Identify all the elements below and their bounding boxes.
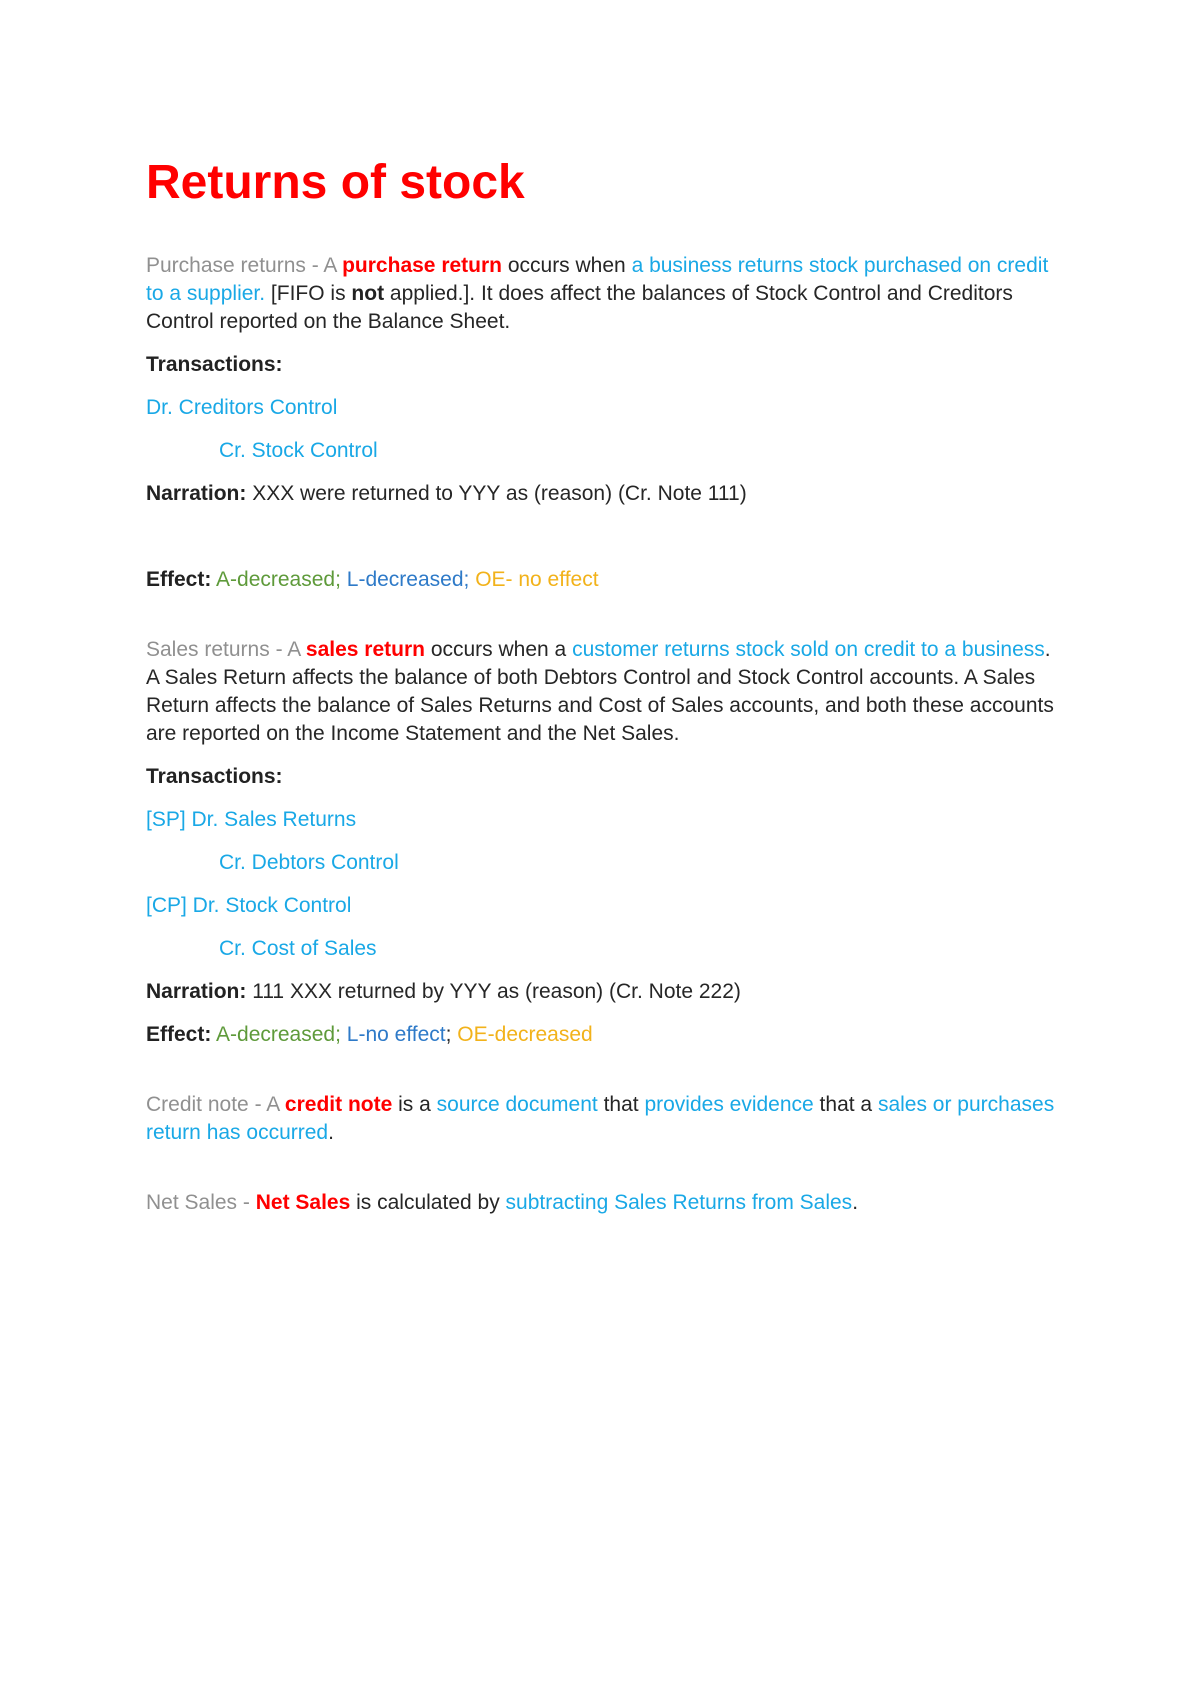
effect-line: Effect: A-decreased; L-no effect; OE-decreased: [146, 1023, 593, 1047]
journal-debit-line: [CP] Dr. Stock Control: [146, 894, 352, 918]
purchase-returns-definition: Purchase returns - A purchase return occurs when a business returns stock purchased on credit to a supplier. [FIFO is not applied.]. It does affect the balances of Stock Control and Creditors Control reported on the Balance Sheet.: [146, 254, 1049, 334]
keyword: credit note: [284, 1093, 393, 1117]
journal-debit-line: Dr. Creditors Control: [146, 396, 338, 420]
narration: Narration: XXX were returned to YYY as (reason) (Cr. Note 111): [146, 482, 747, 506]
net-sales-definition: Net Sales - Net Sales is calculated by subtracting Sales Returns from Sales.: [146, 1191, 859, 1215]
keyword: Net Sales: [255, 1191, 351, 1215]
term-label: Credit note: [146, 1093, 249, 1117]
effect-line: Effect: A-decreased; L-decreased; OE- no effect: [146, 568, 599, 592]
credit-note-definition: Credit note - A credit note is a source document that provides evidence that a sales or purchases return has occurred.: [146, 1093, 1055, 1145]
definition-text: customer returns stock sold on credit to a business: [572, 638, 1045, 662]
document-page: [146, 158, 1066, 1217]
transactions-heading: Transactions:: [146, 353, 283, 377]
term-label: Purchase returns: [146, 254, 306, 278]
sales-returns-definition: Sales returns - A sales return occurs when a customer returns stock sold on credit to a business. A Sales Return affects the balance of both Debtors Control and Stock Control accounts. A Sales Return affects the balance of Sales Returns and Cost of Sales accounts, and both these accounts are reported on the Income Statement and the Net Sales.: [146, 638, 1054, 746]
page-title: Returns of stock: [146, 156, 525, 209]
journal-credit-line: Cr. Debtors Control: [219, 851, 399, 875]
journal-debit-line: [SP] Dr. Sales Returns: [146, 808, 357, 832]
effect-assets: A-decreased;: [211, 568, 341, 592]
transactions-heading: Transactions:: [146, 765, 283, 789]
journal-credit-line: Cr. Cost of Sales: [219, 937, 377, 961]
definition-text: a business returns stock purchased on credit to a supplier.: [146, 254, 1049, 306]
effect-owners-equity: OE- no effect: [469, 568, 599, 592]
keyword: purchase return: [342, 254, 502, 278]
effect-liabilities: L-decreased;: [340, 568, 470, 592]
term-label: Sales returns: [146, 638, 270, 662]
effect-assets: A-decreased;: [211, 1023, 341, 1047]
term-label: Net Sales: [146, 1191, 238, 1215]
effect-owners-equity: OE-decreased: [451, 1023, 593, 1047]
keyword: sales return: [305, 638, 425, 662]
effect-liabilities: L-no effect: [340, 1023, 446, 1047]
narration: Narration: 111 XXX returned by YYY as (reason) (Cr. Note 222): [146, 980, 741, 1004]
journal-credit-line: Cr. Stock Control: [219, 439, 378, 463]
